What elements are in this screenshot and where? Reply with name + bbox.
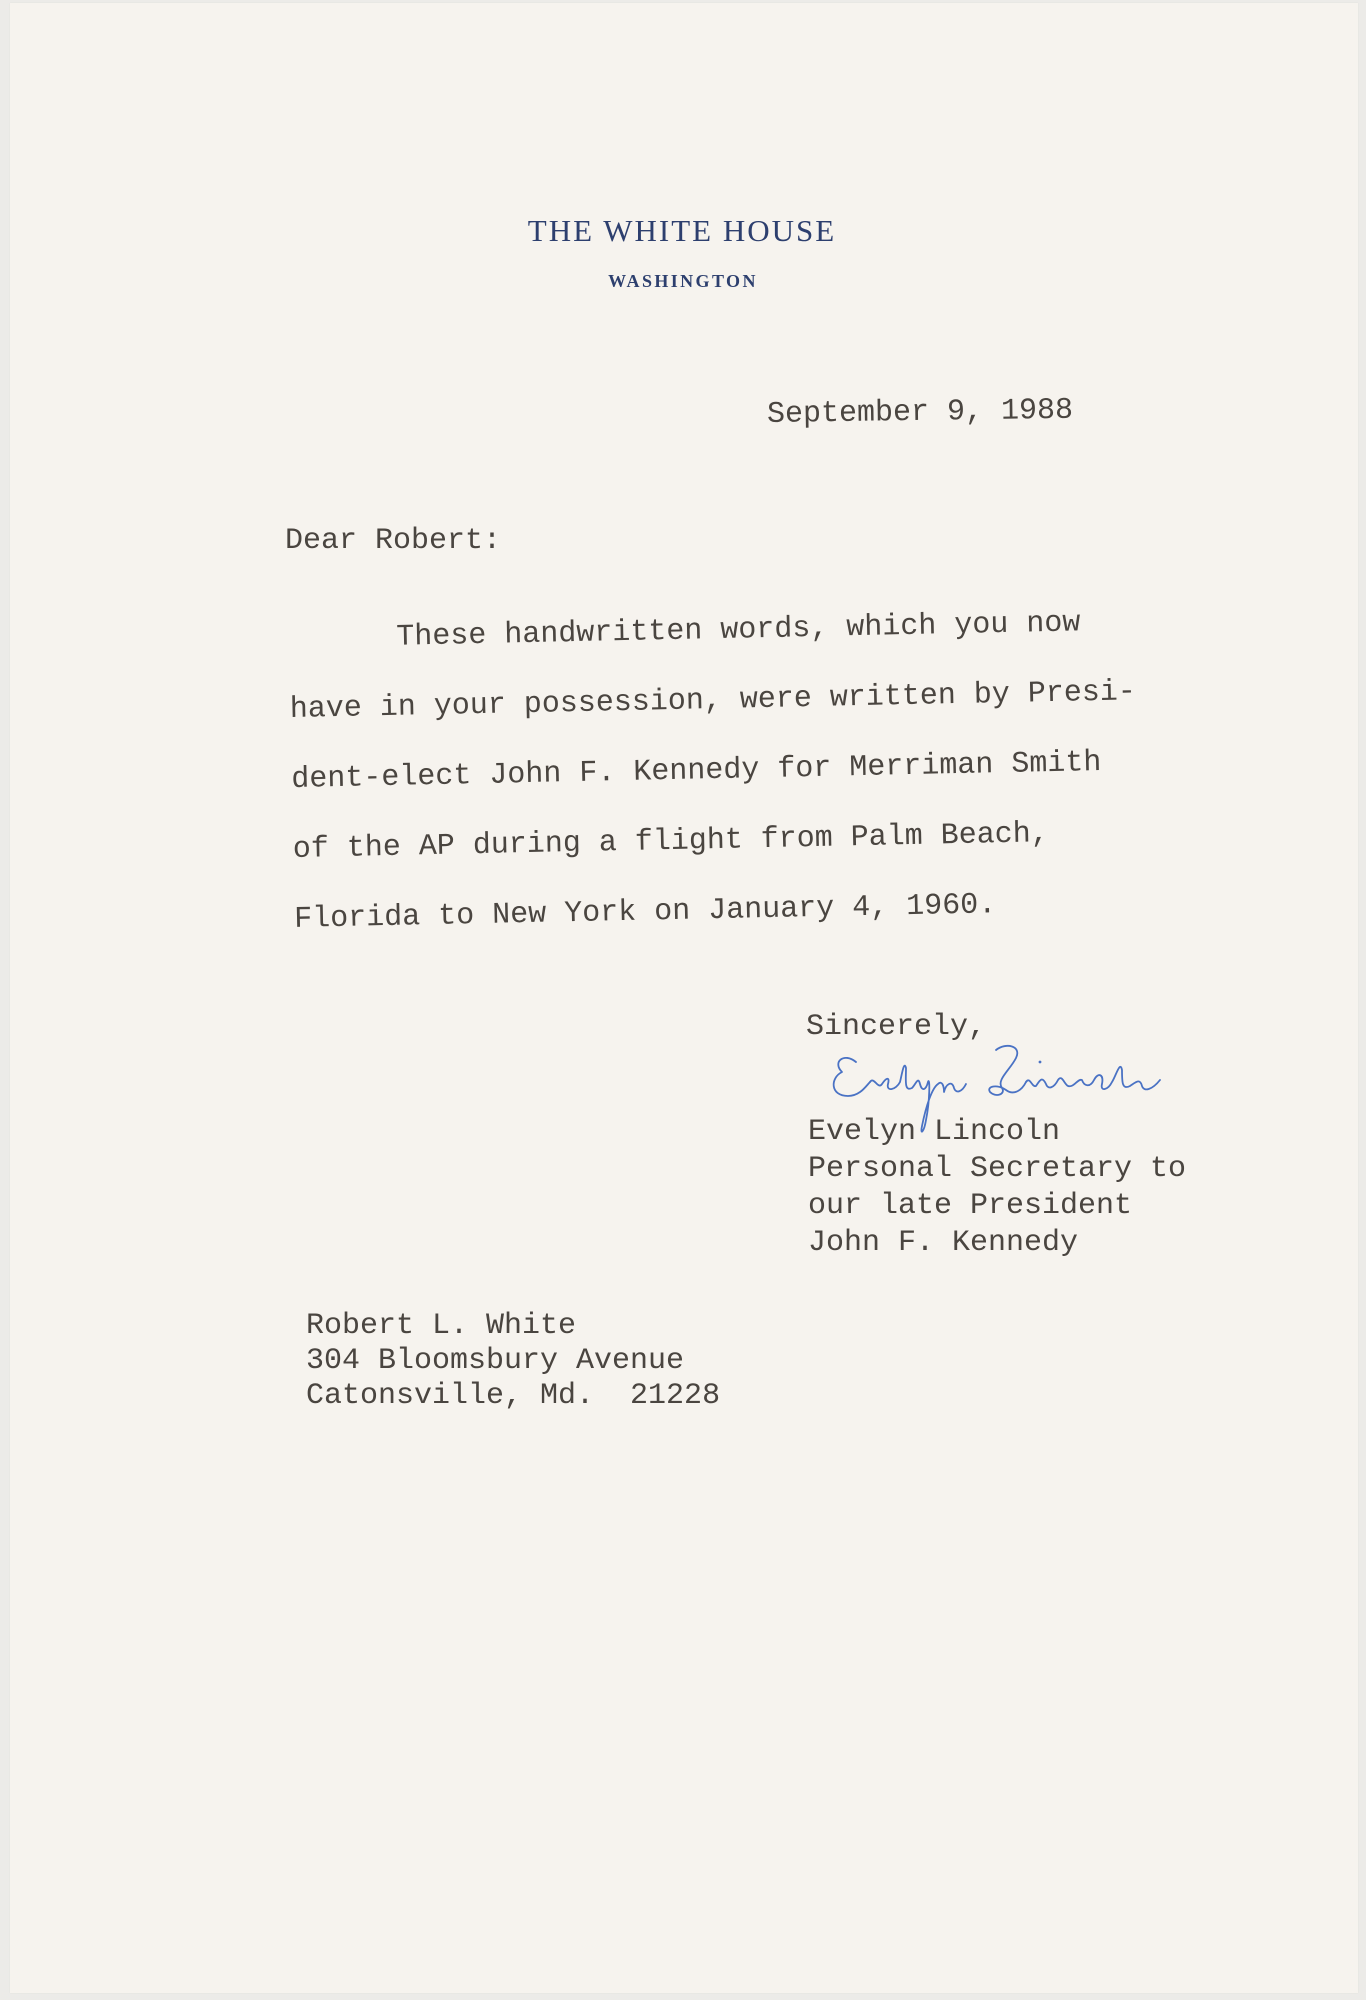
recipient-city: Catonsville, Md. 21228 xyxy=(306,1379,721,1413)
signer-title: Personal Secretary to xyxy=(808,1152,1187,1186)
body-line: dent-elect John F. Kennedy for Merriman Smith xyxy=(290,746,1102,797)
body-line: These handwritten words, which you now xyxy=(288,606,1081,657)
closing: Sincerely, xyxy=(806,1010,987,1044)
body-line: have in your possession, were written by Presi- xyxy=(289,675,1137,727)
signer-title: our late President xyxy=(808,1189,1133,1223)
recipient-address xyxy=(306,1309,720,1414)
letter-paper xyxy=(10,3,1358,1993)
recipient-street: 304 Bloomsbury Avenue xyxy=(306,1344,685,1378)
letter-body xyxy=(288,602,1155,970)
body-line: of the AP during a flight from Palm Beach, xyxy=(292,817,1050,867)
letterhead-title: THE WHITE HOUSE xyxy=(527,213,837,248)
signer-block xyxy=(808,1114,1186,1262)
body-line: Florida to New York on January 4, 1960. xyxy=(293,888,997,937)
letterhead-subtitle: WASHINGTON xyxy=(608,271,758,291)
signer-title: John F. Kennedy xyxy=(808,1226,1079,1260)
letter-date: September 9, 1988 xyxy=(766,393,1074,432)
recipient-name: Robert L. White xyxy=(306,1309,577,1343)
signer-name: Evelyn Lincoln xyxy=(808,1115,1061,1149)
salutation: Dear Robert: xyxy=(285,524,502,558)
